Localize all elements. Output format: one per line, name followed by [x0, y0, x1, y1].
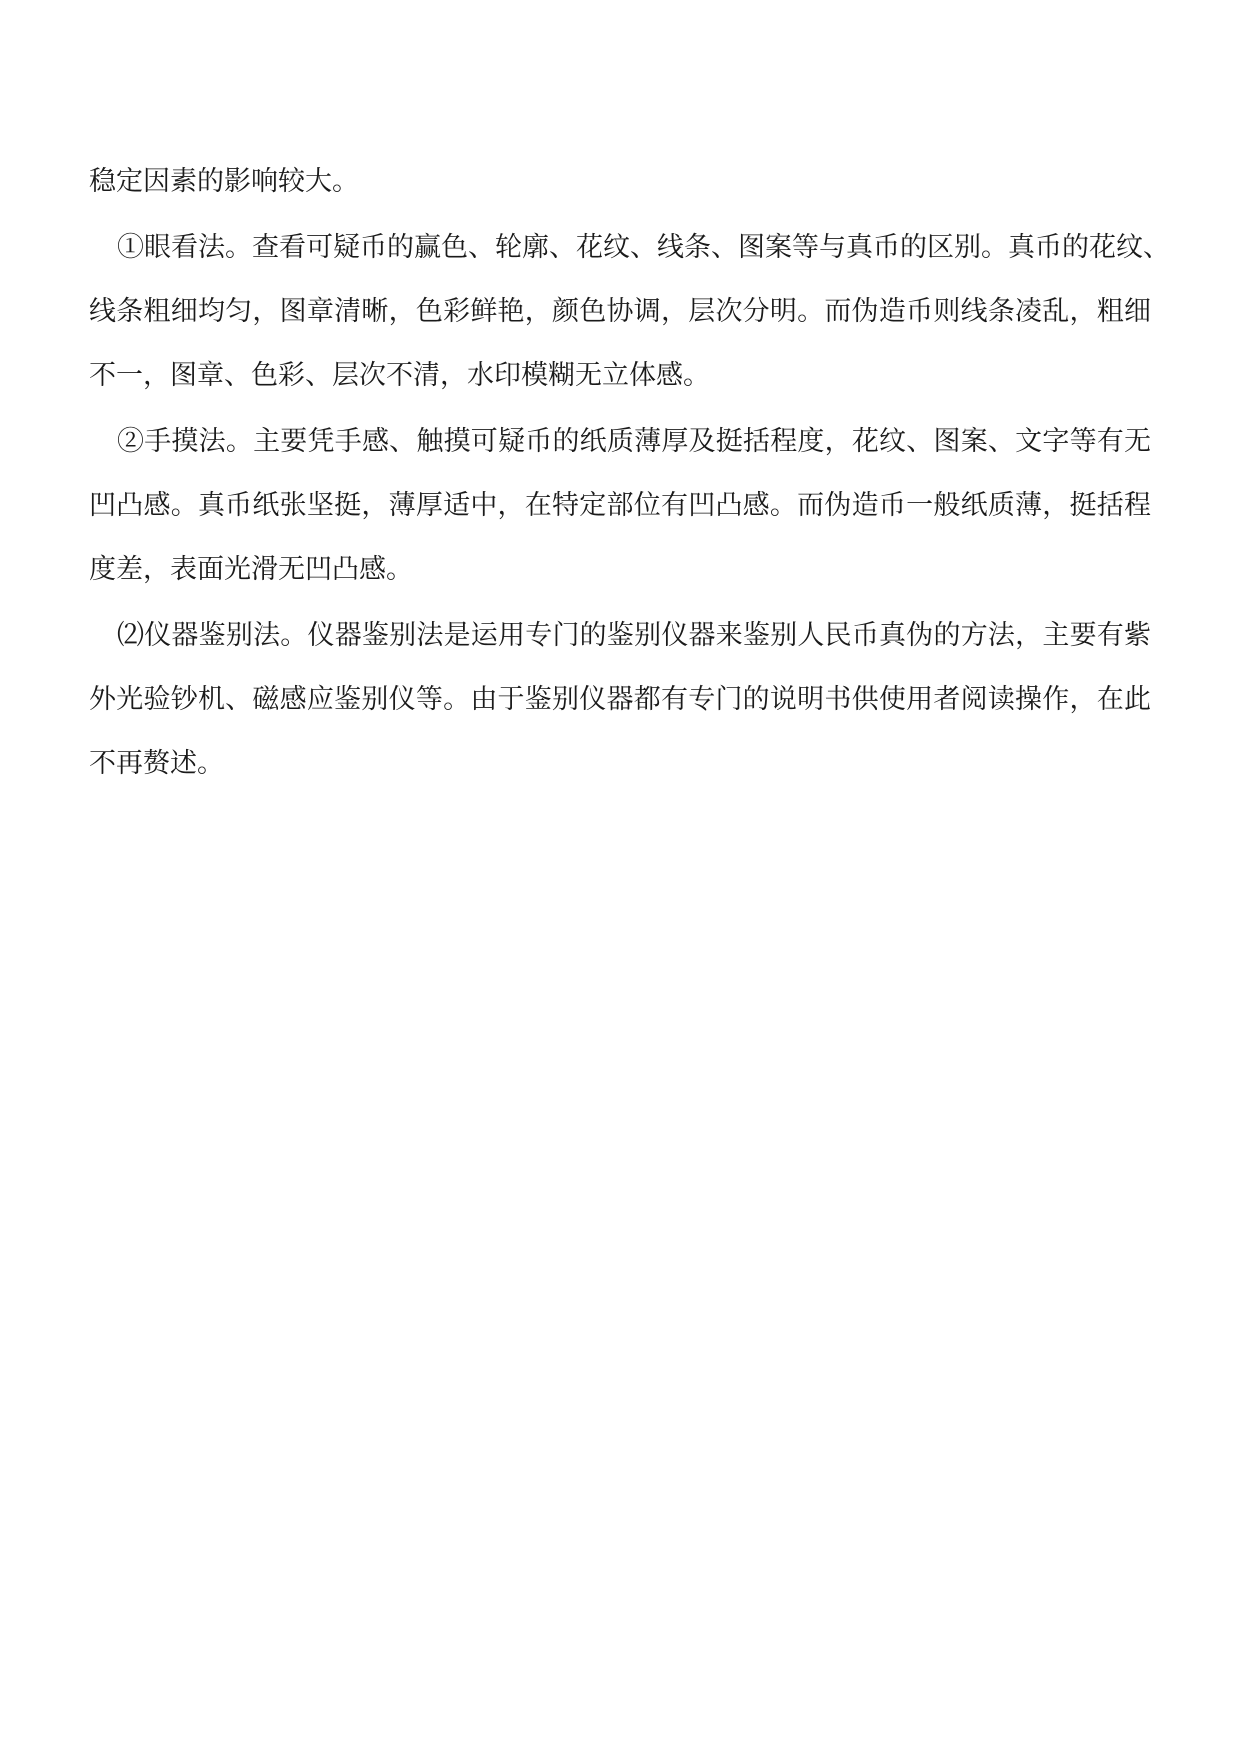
text-line: 度差，表面光滑无凹凸感。: [89, 554, 413, 585]
paragraph-touch-method: [89, 410, 1151, 602]
text-line: ⑵仪器鉴别法。仪器鉴别法是运用专门的鉴别仪器来鉴别人民币真伪的方法，主要有紫: [117, 620, 1151, 651]
text-line: 不再赘述。: [89, 748, 224, 779]
text-line: 不一，图章、色彩、层次不清，水印模糊无立体感。: [89, 360, 710, 391]
text-line: 线条粗细均匀，图章清晰，色彩鲜艳，颜色协调，层次分明。而伪造币则线条凌乱，粗细: [89, 296, 1151, 327]
paragraph-continuation: [89, 150, 1151, 214]
text-line: 稳定因素的影响较大。: [89, 166, 359, 197]
paragraph-instrument-method: [89, 604, 1151, 796]
paragraph-eye-method: [89, 216, 1170, 408]
text-line: ①眼看法。查看可疑币的赢色、轮廓、花纹、线条、图案等与真币的区别。真币的花纹、: [117, 232, 1170, 263]
document-page: [89, 150, 1170, 798]
text-line: ②手摸法。主要凭手感、触摸可疑币的纸质薄厚及挺括程度，花纹、图案、文字等有无: [117, 426, 1151, 457]
text-line: 凹凸感。真币纸张坚挺，薄厚适中，在特定部位有凹凸感。而伪造币一般纸质薄，挺括程: [89, 490, 1151, 521]
text-line: 外光验钞机、磁感应鉴别仪等。由于鉴别仪器都有专门的说明书供使用者阅读操作，在此: [89, 684, 1151, 715]
